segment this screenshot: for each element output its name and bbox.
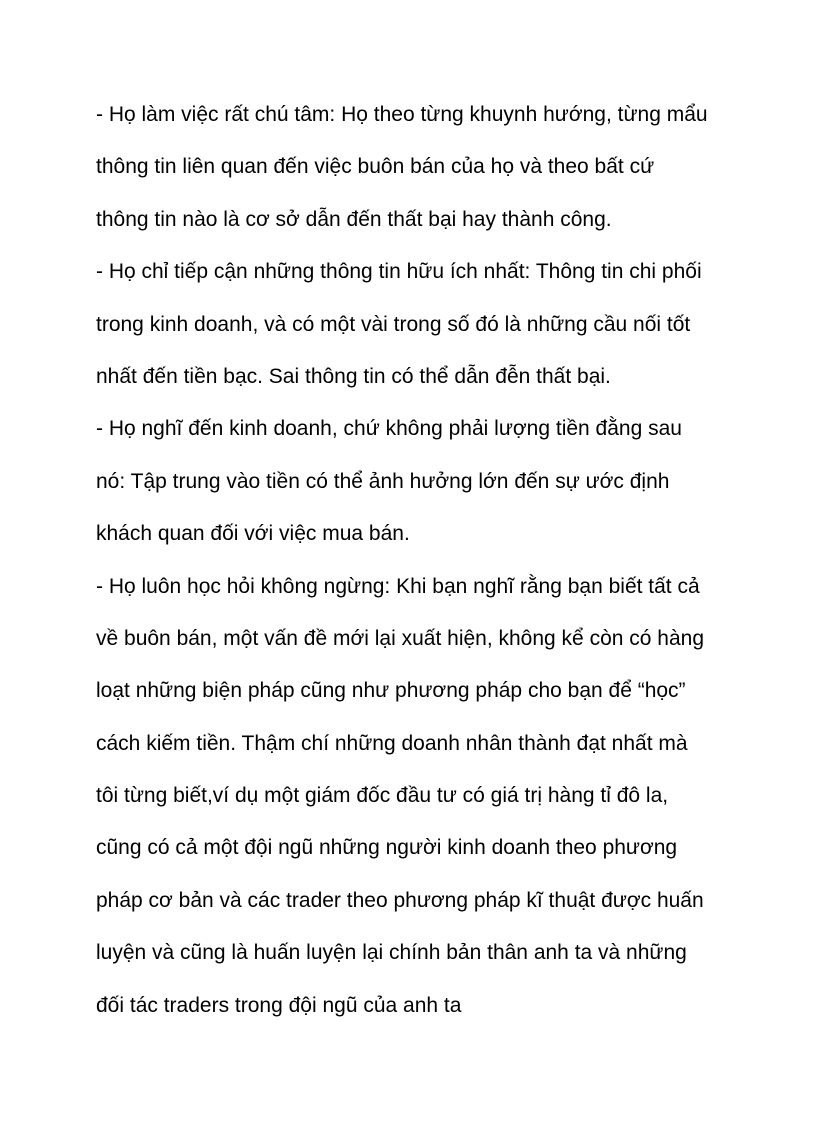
- text-line: - Họ chỉ tiếp cận những thông tin hữu ích nhất: Thông tin chi phối: [96, 260, 702, 284]
- text-line: cách kiếm tiền. Thậm chí những doanh nhân thành đạt nhất mà: [96, 731, 688, 755]
- text-line: - Họ nghĩ đến kinh doanh, chứ không phải lượng tiền đằng sau: [96, 417, 682, 441]
- text-line: luyện và cũng là huấn luyện lại chính bản thân anh ta và những: [96, 941, 687, 965]
- body-text: [96, 97, 756, 1040]
- text-line: thông tin nào là cơ sở dẫn đến thất bại hay thành công.: [96, 207, 612, 231]
- text-line: nhất đến tiền bạc. Sai thông tin có thể dẫn đễn thất bại.: [96, 364, 611, 388]
- text-line: trong kinh doanh, và có một vài trong số đó là những cầu nối tốt: [96, 312, 691, 336]
- text-line: nó: Tập trung vào tiền có thể ảnh hưởng lớn đến sự ước định: [96, 469, 670, 493]
- text-line: về buôn bán, một vấn đề mới lại xuất hiện, không kể còn có hàng: [96, 626, 704, 650]
- text-line: khách quan đối với việc mua bán.: [96, 522, 410, 546]
- text-line: pháp cơ bản và các trader theo phương pháp kĩ thuật được huấn: [96, 888, 704, 912]
- text-line: loạt những biện pháp cũng như phương pháp cho bạn để “học”: [96, 679, 686, 703]
- text-line: cũng có cả một đội ngũ những người kinh doanh theo phương: [96, 836, 678, 860]
- text-line: thông tin liên quan đến việc buôn bán của họ và theo bất cứ: [96, 155, 655, 179]
- text-line: tôi từng biết,ví dụ một giám đốc đầu tư có giá trị hàng tỉ đô la,: [96, 784, 669, 808]
- text-line: - Họ luôn học hỏi không ngừng: Khi bạn nghĩ rằng bạn biết tất cả: [96, 574, 700, 598]
- text-line: đối tác traders trong đội ngũ của anh ta: [96, 993, 462, 1017]
- text-line: - Họ làm việc rất chú tâm: Họ theo từng khuynh hướng, từng mẩu: [96, 103, 708, 126]
